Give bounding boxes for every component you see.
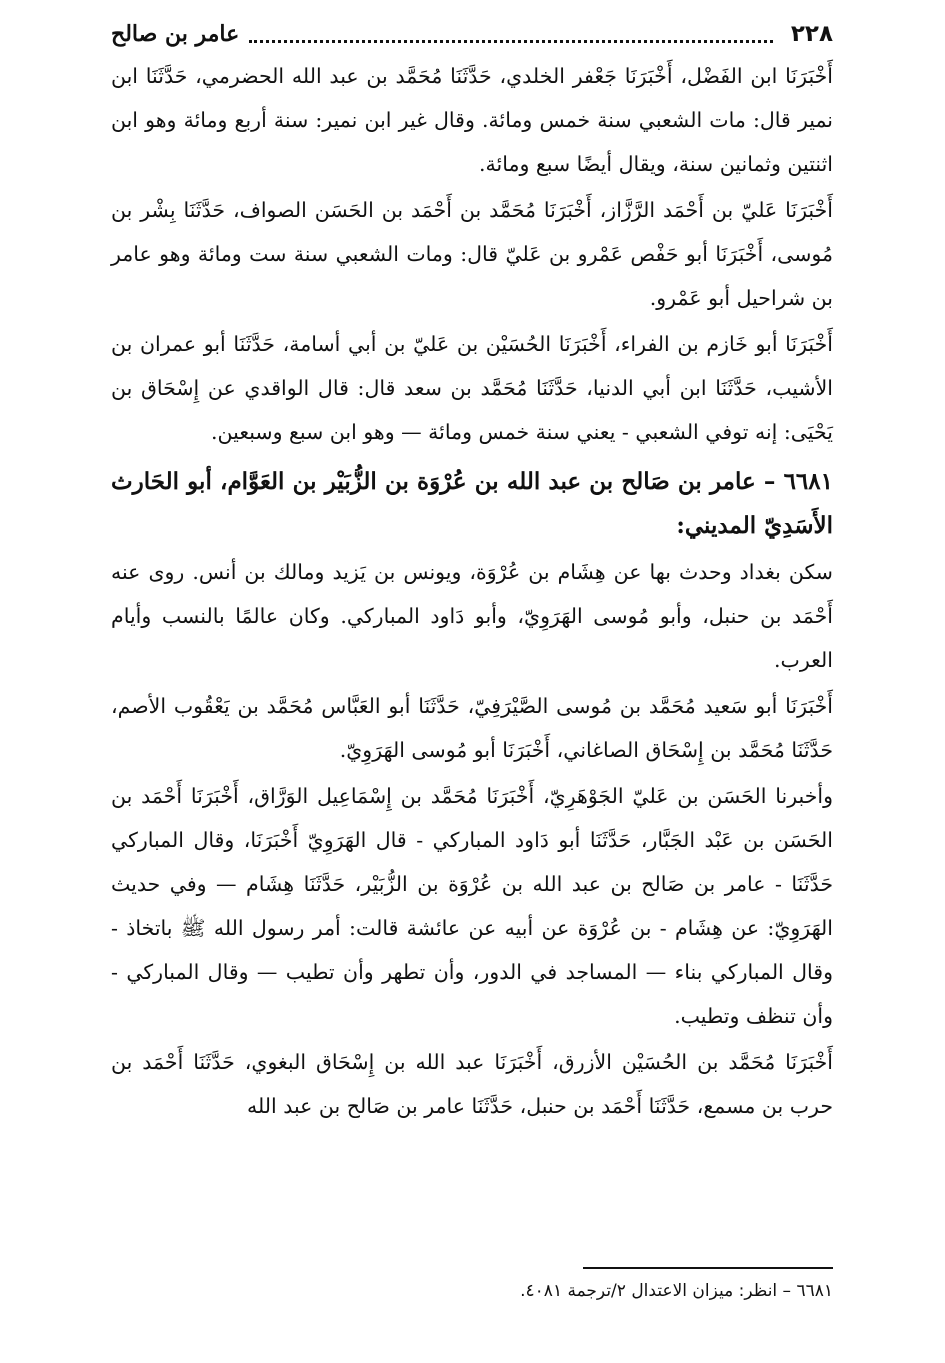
header-dotted-leader [249,26,773,43]
body-text [111,54,833,1128]
footnote: ٦٦٨١ – انظر: ميزان الاعتدال ٢/ترجمة ٤٠٨١. [520,1281,833,1301]
page-content [111,14,833,1128]
entry-heading: ٦٦٨١ – عامر بن صَالح بن عبد الله بن عُرْوَة بن الزُّبَيْر بن العَوَّام، أبو الحَارث الأَسَدِيّ المديني: [111,468,833,539]
paragraph: أَخْبَرَنَا مُحَمَّد بن الحُسَيْن الأزرق، أَخْبَرَنَا عبد الله بن إِسْحَاق البغوي، حَدَّثَنَا أَحْمَد بن حرب بن مسمع، حَدَّثَنَا أَحْمَد بن حنبل، حَدَّثَنَا عامر بن صَالح بن عبد الله [111,1050,833,1118]
footnote-divider [583,1267,833,1269]
paragraph: أَخْبَرَنَا عَليّ بن أَحْمَد الرَّزَّاز، أَخْبَرَنَا مُحَمَّد بن أَحْمَد بن الحَسَن الصواف، حَدَّثَنَا بِشْر بن مُوسى، أَخْبَرَنَا أبو حَفْص عَمْرو بن عَليّ قال: ومات الشعبي سنة ست ومائة وهو عامر بن شراحيل أبو عَمْرو. [111,198,833,310]
paragraph: أَخْبَرَنَا أبو خَازم بن الفراء، أَخْبَرَنَا الحُسَيْن بن عَليّ بن أبي أسامة، حَدَّثَنَا أبو عمران بن الأشيب، حَدَّثَنَا ابن أبي الدنيا، حَدَّثَنَا مُحَمَّد بن سعد قال: قال الواقدي عن إِسْحَاق بن يَحْيَى: إنه توفي الشعبي - يعني سنة خمس ومائة — وهو ابن سبع وسبعين. [111,332,833,444]
running-title: عامر بن صالح [111,21,240,47]
paragraph: أَخْبَرَنَا ابن الفَضْل، أَخْبَرَنَا جَعْفر الخلدي، حَدَّثَنَا مُحَمَّد بن عبد الله الحضرمي، حَدَّثَنَا ابن نمير قال: مات الشعبي سنة خمس ومائة. وقال غير ابن نمير: سنة أربع ومائة وهو ابن اثنتين وثمانين سنة، ويقال أيضًا سبع ومائة. [111,64,833,176]
page-number: ٢٢٨ [790,21,833,47]
paragraph: وأخبرنا الحَسَن بن عَليّ الجَوْهَرِيّ، أَخْبَرَنَا مُحَمَّد بن إِسْمَاعِيل الوَرَّاق، أَخْبَرَنَا أَحْمَد بن الحَسَن بن عَبْد الجَبَّار، حَدَّثَنَا أبو دَاود المباركي - قال الهَرَوِيّ أَخْبَرَنَا، وقال المباركي حَدَّثَنَا - عامر بن صَالح بن عبد الله بن عُرْوَة بن الزُّبَيْر، حَدَّثَنَا هِشَام — وفي حديث الهَرَوِيّ: عن هِشَام - بن عُرْوَة عن أبيه عن عائشة قالت: أمر رسول الله ﷺ باتخاذ - وقال المباركي بناء — المساجد في الدور، وأن تطهر وأن تطيب — وقال المباركي - وأن تنظف وتطيب. [111,784,833,1028]
paragraph: أَخْبَرَنَا أبو سَعيد مُحَمَّد بن مُوسى الصَّيْرَفِيّ، حَدَّثَنَا أبو العَبَّاس مُحَمَّد بن يَعْقُوب الأصم، حَدَّثَنَا مُحَمَّد بن إِسْحَاق الصاغاني، أَخْبَرَنَا أبو مُوسى الهَرَوِيّ. [111,694,833,762]
page-header [111,14,833,54]
paragraph: سكن بغداد وحدث بها عن هِشَام بن عُرْوَة، ويونس بن يَزيد ومالك بن أنس. روى عنه أَحْمَد بن حنبل، وأبو مُوسى الهَرَوِيّ، وأبو دَاود المباركي. وكان عالمًا بالنسب وأيام العرب. [111,560,833,672]
